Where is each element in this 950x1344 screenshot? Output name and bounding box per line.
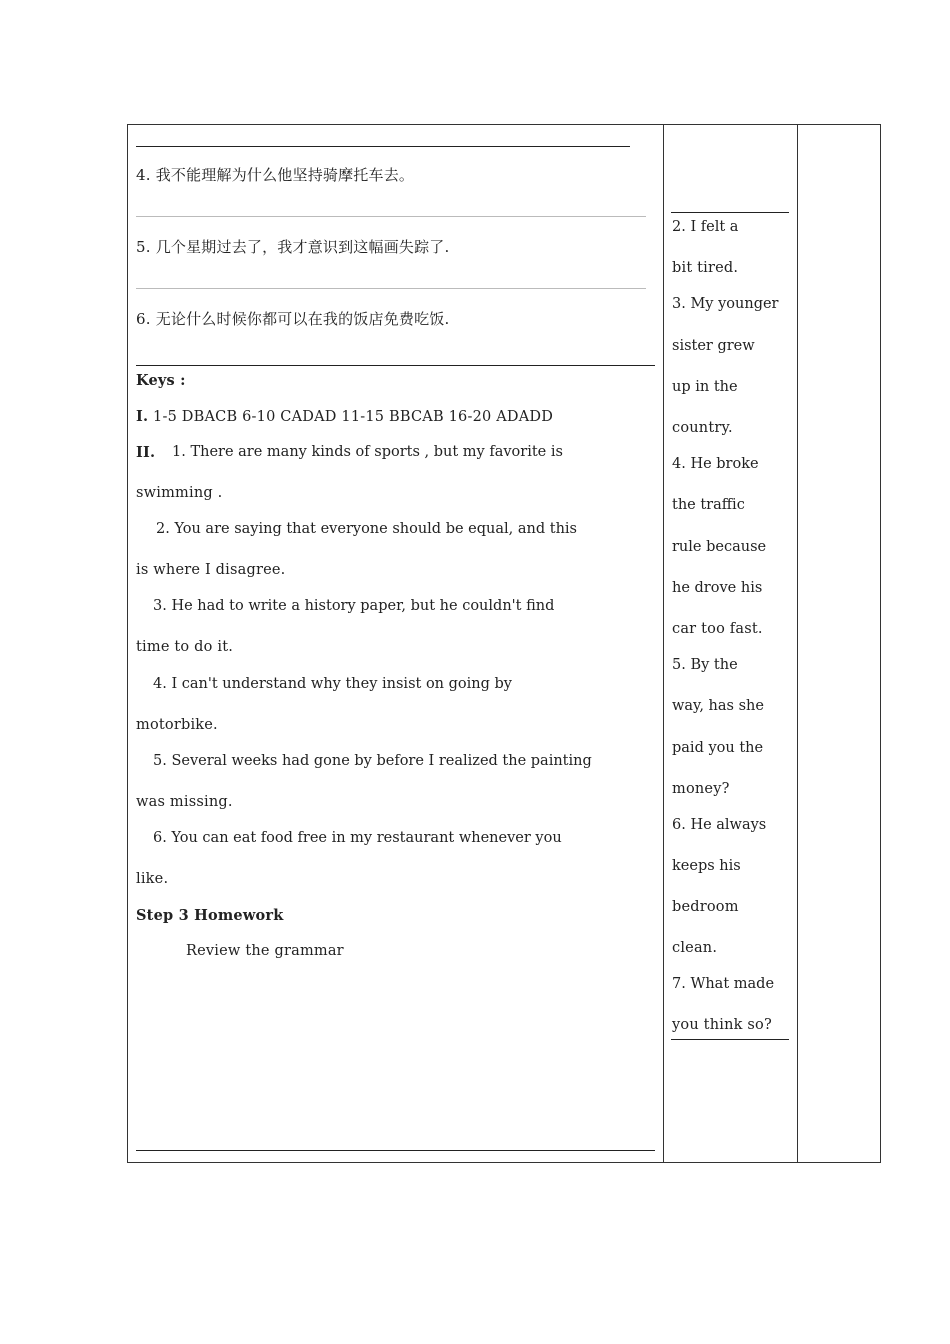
key-line: like. — [136, 871, 169, 887]
homework-heading: Step 3 Homework — [136, 907, 284, 924]
column-divider-2 — [797, 124, 798, 1163]
side-line: paid you the — [672, 740, 764, 756]
side-line: you think so? — [672, 1017, 772, 1033]
answer-line — [136, 146, 630, 147]
side-line: sister grew — [672, 338, 755, 354]
column-divider-1 — [663, 124, 664, 1163]
question-4: 4. 我不能理解为什么他坚持骑摩托车去。 — [136, 166, 415, 184]
question-6: 6. 无论什么时候你都可以在我的饭店免费吃饭. — [136, 310, 450, 328]
answer-line — [136, 288, 646, 289]
side-line: keeps his — [672, 858, 741, 874]
side-line: bit tired. — [672, 260, 739, 276]
key-line: 1. There are many kinds of sports , but my favorite is — [172, 444, 563, 460]
side-top-line — [671, 212, 789, 213]
side-line: bedroom — [672, 899, 739, 915]
side-line: 4. He broke — [672, 456, 759, 472]
keys-part1: I. 1-5 DBACB 6-10 CADAD 11-15 BBCAB 16-20 ADADD — [136, 408, 554, 425]
keys-part2-label: II. — [136, 444, 156, 461]
side-line: 6. He always — [672, 817, 767, 833]
key-line: swimming . — [136, 485, 223, 501]
lesson-table — [127, 124, 881, 1163]
key-line: was missing. — [136, 794, 233, 810]
side-line: 7. What made — [672, 976, 775, 992]
side-bottom-line — [671, 1039, 789, 1040]
side-line: the traffic — [672, 497, 745, 513]
keys-heading: Keys : — [136, 372, 186, 389]
key-line: 3. He had to write a history paper, but he couldn't find — [153, 598, 555, 614]
side-line: car too fast. — [672, 621, 763, 637]
key-line: 5. Several weeks had gone by before I realized the painting — [153, 753, 592, 769]
side-line: way, has she — [672, 698, 764, 714]
homework-text: Review the grammar — [186, 943, 344, 959]
side-line: up in the — [672, 379, 738, 395]
side-line: 5. By the — [672, 657, 738, 673]
side-line: money? — [672, 781, 730, 797]
side-line: country. — [672, 420, 733, 436]
section-divider — [136, 1150, 655, 1151]
side-line: clean. — [672, 940, 718, 956]
side-line: 2. I felt a — [672, 219, 739, 235]
section-divider — [136, 365, 655, 366]
key-line: motorbike. — [136, 717, 218, 733]
side-line: 3. My younger — [672, 296, 779, 312]
key-line: 4. I can't understand why they insist on going by — [153, 676, 512, 692]
question-5: 5. 几个星期过去了，我才意识到这幅画失踪了. — [136, 238, 450, 256]
key-line: 6. You can eat food free in my restaurant whenever you — [153, 830, 562, 846]
key-line: time to do it. — [136, 639, 234, 655]
side-line: rule because — [672, 539, 767, 555]
answer-line — [136, 216, 646, 217]
side-line: he drove his — [672, 580, 763, 596]
key-line: 2. You are saying that everyone should be equal, and this — [156, 521, 577, 537]
key-line: is where I disagree. — [136, 562, 286, 578]
